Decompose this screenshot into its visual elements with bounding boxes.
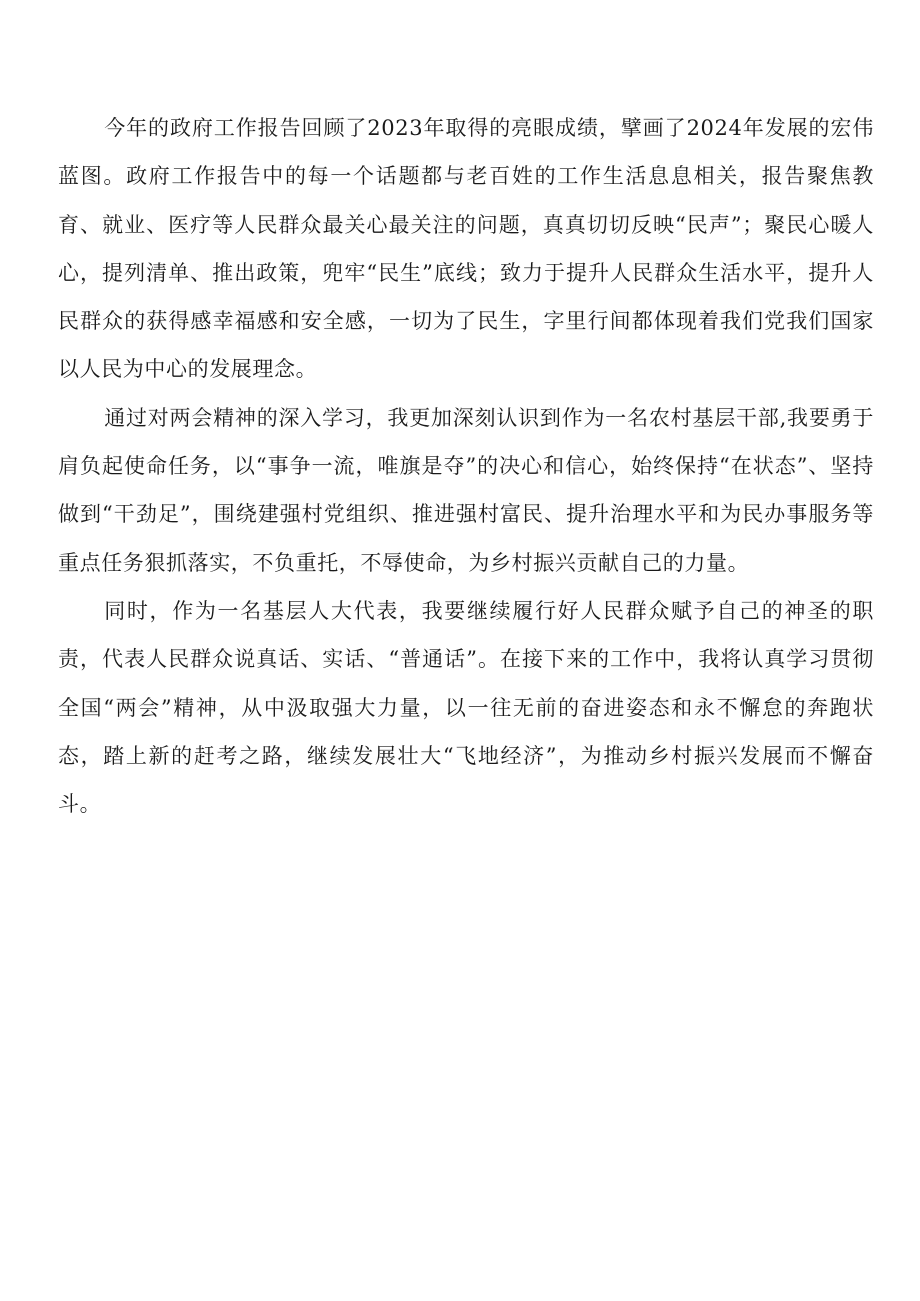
paragraph-2: 通过对两会精神的深入学习，我更加深刻认识到作为一名农村基层干部,我要勇于肩负起使命任务，以“事争一流，唯旗是夺”的决心和信心，始终保持“在状态”、坚持做到“干劲足”，围绕建强村党组织、推进强村富民、提升治理水平和为民办事服务等重点任务狠抓落实，不负重托，不辱使命，为乡村振兴贡献自己的力量。 <box>58 405 874 575</box>
paragraph-3: 同时，作为一名基层人大代表，我要继续履行好人民群众赋予自己的神圣的职责，代表人民群众说真话、实话、“普通话”。在接下来的工作中，我将认真学习贯彻全国“两会”精神，从中汲取强大力量，以一往无前的奋进姿态和永不懈怠的奔跑状态，踏上新的赶考之路，继续发展壮大“飞地经济”，为推动乡村振兴发展而不懈奋斗。 <box>58 598 874 817</box>
paragraph-1: 今年的政府工作报告回顾了2023年取得的亮眼成绩，擘画了2024年发展的宏伟蓝图。政府工作报告中的每一个话题都与老百姓的工作生活息息相关，报告聚焦教育、就业、医疗等人民群众最关心最关注的问题，真真切切反映“民声”；聚民心暖人心，提列清单、推出政策，兜牢“民生”底线；致力于提升人民群众生活水平，提升人民群众的获得感幸福感和安全感，一切为了民生，字里行间都体现着我们党我们国家以人民为中心的发展理念。 <box>58 116 874 382</box>
document-body <box>58 104 874 828</box>
